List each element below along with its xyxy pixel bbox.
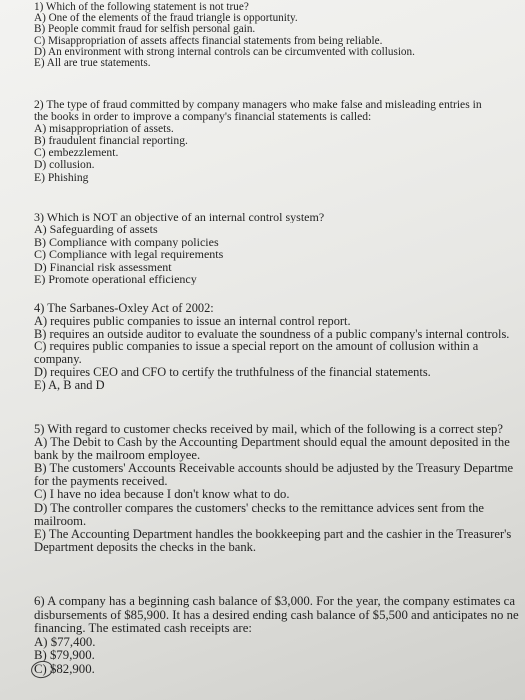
question-4-option-c: C) requires public companies to issue a special report on the amount of collusion within a xyxy=(34,340,479,354)
question-6-option-c: C) $82,900. xyxy=(34,662,95,676)
question-2-option-c: C) embezzlement. xyxy=(34,147,119,160)
question-6-option-b: B) $79,900. xyxy=(34,649,95,663)
question-6-stem-line-3: financing. The estimated cash receipts are: xyxy=(34,622,252,636)
question-6-option-a: A) $77,400. xyxy=(34,635,96,649)
question-3-option-a: A) Safeguarding of assets xyxy=(34,223,158,236)
question-4 xyxy=(34,302,521,392)
question-5-option-c: C) I have no idea because I don't know what to do. xyxy=(34,488,290,502)
question-5-option-d: D) The controller compares the customers' checks to the remittance advices sent from the xyxy=(34,501,484,515)
question-3-stem: 3) Which is NOT an objective of an internal control system? xyxy=(34,211,325,224)
question-5-option-d-cont: mailroom. xyxy=(34,514,87,528)
question-4-option-e: E) A, B and D xyxy=(34,378,105,392)
question-6-stem-line-1: 6) A company has a beginning cash balance of $3,000. For the year, the company estimates ca xyxy=(34,595,516,608)
question-6 xyxy=(34,595,521,677)
question-2-stem-line-1: 2) The type of fraud committed by company managers who make false and misleading entries in xyxy=(34,99,482,111)
question-3-option-b: B) Compliance with company policies xyxy=(34,235,219,249)
question-2 xyxy=(34,99,521,184)
question-4-option-d: D) requires CEO and CFO to certify the truthfulness of the financial statements. xyxy=(34,365,431,379)
question-3-option-d: D) Financial risk assessment xyxy=(34,260,172,274)
question-5-option-e-cont: Department deposits the checks in the bank. xyxy=(34,540,257,554)
question-1-option-a: A) One of the elements of the fraud triangle is opportunity. xyxy=(34,13,298,25)
question-2-option-a: A) misappropriation of assets. xyxy=(34,123,174,136)
question-5-option-a: A) The Debit to Cash by the Accounting Department should equal the amount deposited in the xyxy=(34,436,510,450)
question-5-option-b: B) The customers' Accounts Receivable accounts should be adjusted by the Treasury Departme xyxy=(34,462,514,476)
question-1-stem: 1) Which of the following statement is not true? xyxy=(34,2,249,13)
question-1-option-d: D) An environment with strong internal controls can be circumvented with collusion. xyxy=(34,46,415,58)
question-5-option-b-cont: for the payments received. xyxy=(34,475,168,489)
question-1-option-e: E) All are true statements. xyxy=(34,58,151,70)
question-1-option-b: B) People commit fraud for selfish personal gain. xyxy=(34,24,256,36)
question-5-stem: 5) With regard to customer checks received by mail, which of the following is a correct step? xyxy=(34,423,503,436)
question-5-option-a-cont: bank by the mailroom employee. xyxy=(34,449,201,463)
question-6-stem-line-2: disbursements of $85,900. It has a desired ending cash balance of $5,500 and anticipates no ne xyxy=(34,608,519,622)
question-3-option-c: C) Compliance with legal requirements xyxy=(34,248,224,261)
question-1-option-c: C) Misappropriation of assets affects financial statements from being reliable. xyxy=(34,35,383,47)
question-5-option-e: E) The Accounting Department handles the bookkeeping part and the cashier in the Treasurer's xyxy=(34,527,512,541)
question-2-option-d: D) collusion. xyxy=(34,159,95,172)
question-4-stem: 4) The Sarbanes-Oxley Act of 2002: xyxy=(34,302,214,315)
question-5 xyxy=(34,423,521,554)
question-2-option-e: E) Phishing xyxy=(34,171,89,184)
question-2-option-b: B) fraudulent financial reporting. xyxy=(34,135,188,148)
question-4-option-a: A) requires public companies to issue an internal control report. xyxy=(34,314,351,328)
question-2-stem-line-2: the books in order to improve a company's financial statements is called: xyxy=(34,111,372,124)
question-4-option-b: B) requires an outside auditor to evaluate the soundness of a public company's internal controls. xyxy=(34,327,510,341)
question-3 xyxy=(34,211,521,285)
question-3-option-e: E) Promote operational efficiency xyxy=(34,273,197,286)
question-4-option-c-cont: company. xyxy=(34,353,82,366)
question-1 xyxy=(34,2,521,69)
